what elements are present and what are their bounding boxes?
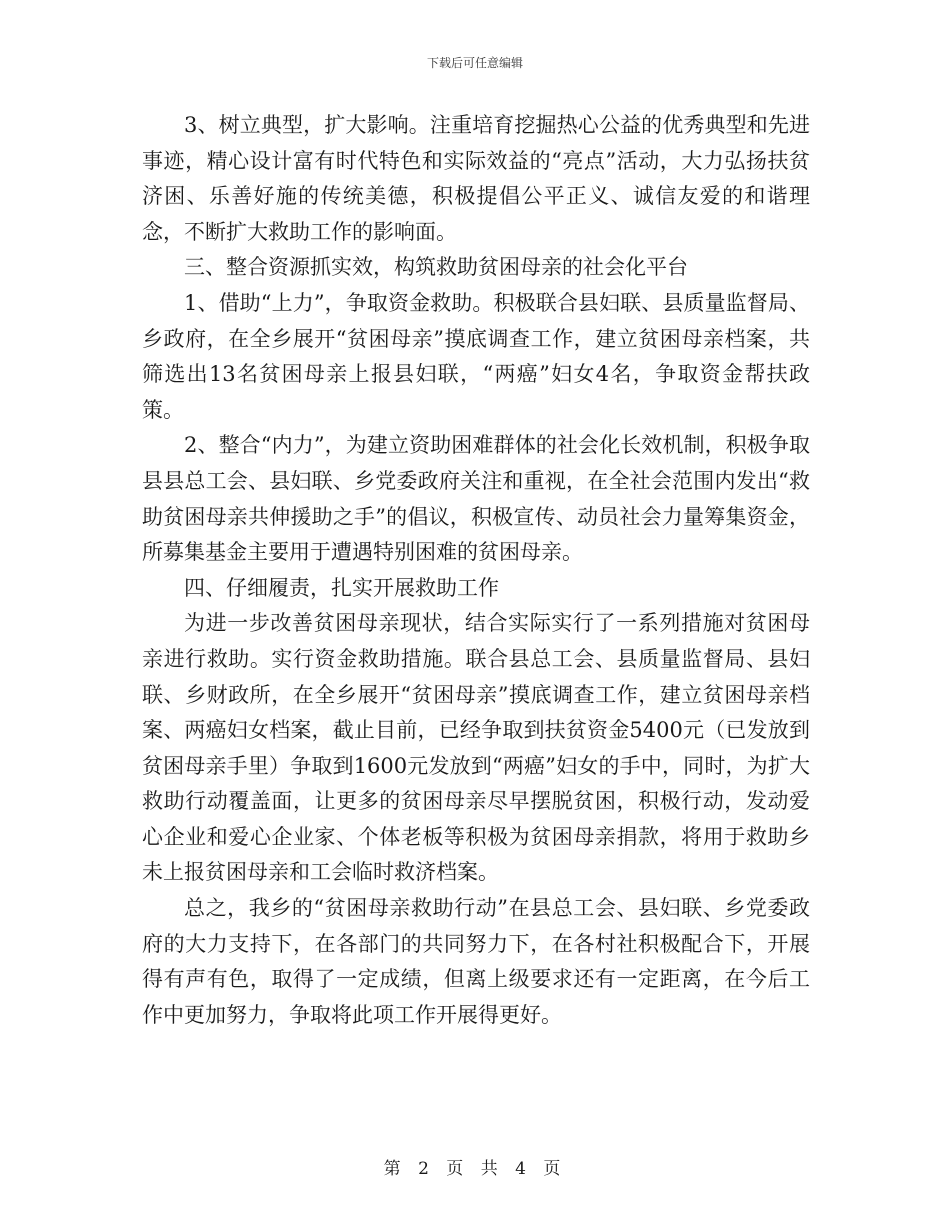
document-body (142, 108, 810, 1033)
page-number: 第 2 页 共 4 页 (383, 1159, 567, 1179)
paragraph-relief-measures: 为进一步改善贫困母亲现状，结合实际实行了一系列措施对贫困母亲进行救助。实行资金救助措施。联合县总工会、县质量监督局、县妇联、乡财政所，在全乡展开“贫困母亲”摸底调查工作，建立贫困母亲档案、两癌妇女档案，截止目前，已经争取到扶贫资金5400元（已发放到贫困母亲手里）争取到1600元发放到“两癌”妇女的手中，同时，为扩大救助行动覆盖面，让更多的贫困母亲尽早摆脱贫困，积极行动，发动爱心企业和爱心企业家、个体老板等积极为贫困母亲捐款，将用于救助乡未上报贫困母亲和工会临时救济档案。 (142, 611, 810, 885)
paragraph-external-funding: 1、借助“上力”，争取资金救助。积极联合县妇联、县质量监督局、乡政府，在全乡展开“贫困母亲”摸底调查工作，建立贫困母亲档案，共筛选出13名贫困母亲上报县妇联，“两癌”妇女4名，争取资金帮扶政策。 (142, 290, 810, 422)
section-heading-fulfil-duties: 四、仔细履责，扎实开展救助工作 (184, 575, 499, 600)
paragraph-conclusion: 总之，我乡的“贫困母亲救助行动”在县总工会、县妇联、乡党委政府的大力支持下，在各部门的共同努力下，在各村社积极配合下，开展得有声有色，取得了一定成绩，但离上级要求还有一定距离，在今后工作中更加努力，争取将此项工作开展得更好。 (142, 896, 810, 1027)
paragraph-typical-examples: 3、树立典型，扩大影响。注重培育挖掘热心公益的优秀典型和先进事迹，精心设计富有时代特色和实际效益的“亮点”活动，大力弘扬扶贫济困、乐善好施的传统美德，积极提倡公平正义、诚信友爱的和谐理念，不断扩大救助工作的影响面。 (142, 113, 810, 244)
page-header-note: 下载后可任意编辑 (426, 56, 523, 70)
section-heading-integrate-resources: 三、整合资源抓实效，构筑救助贫困母亲的社会化平台 (184, 255, 688, 280)
paragraph-internal-mechanism: 2、整合“内力”，为建立资助困难群体的社会化长效机制，积极争取县县总工会、县妇联、乡党委政府关注和重视，在全社会范围内发出“救助贫困母亲共伸援助之手”的倡议，积极宣传、动员社会力量筹集资金，所募集基金主要用于遭遇特别困难的贫困母亲。 (142, 433, 810, 565)
